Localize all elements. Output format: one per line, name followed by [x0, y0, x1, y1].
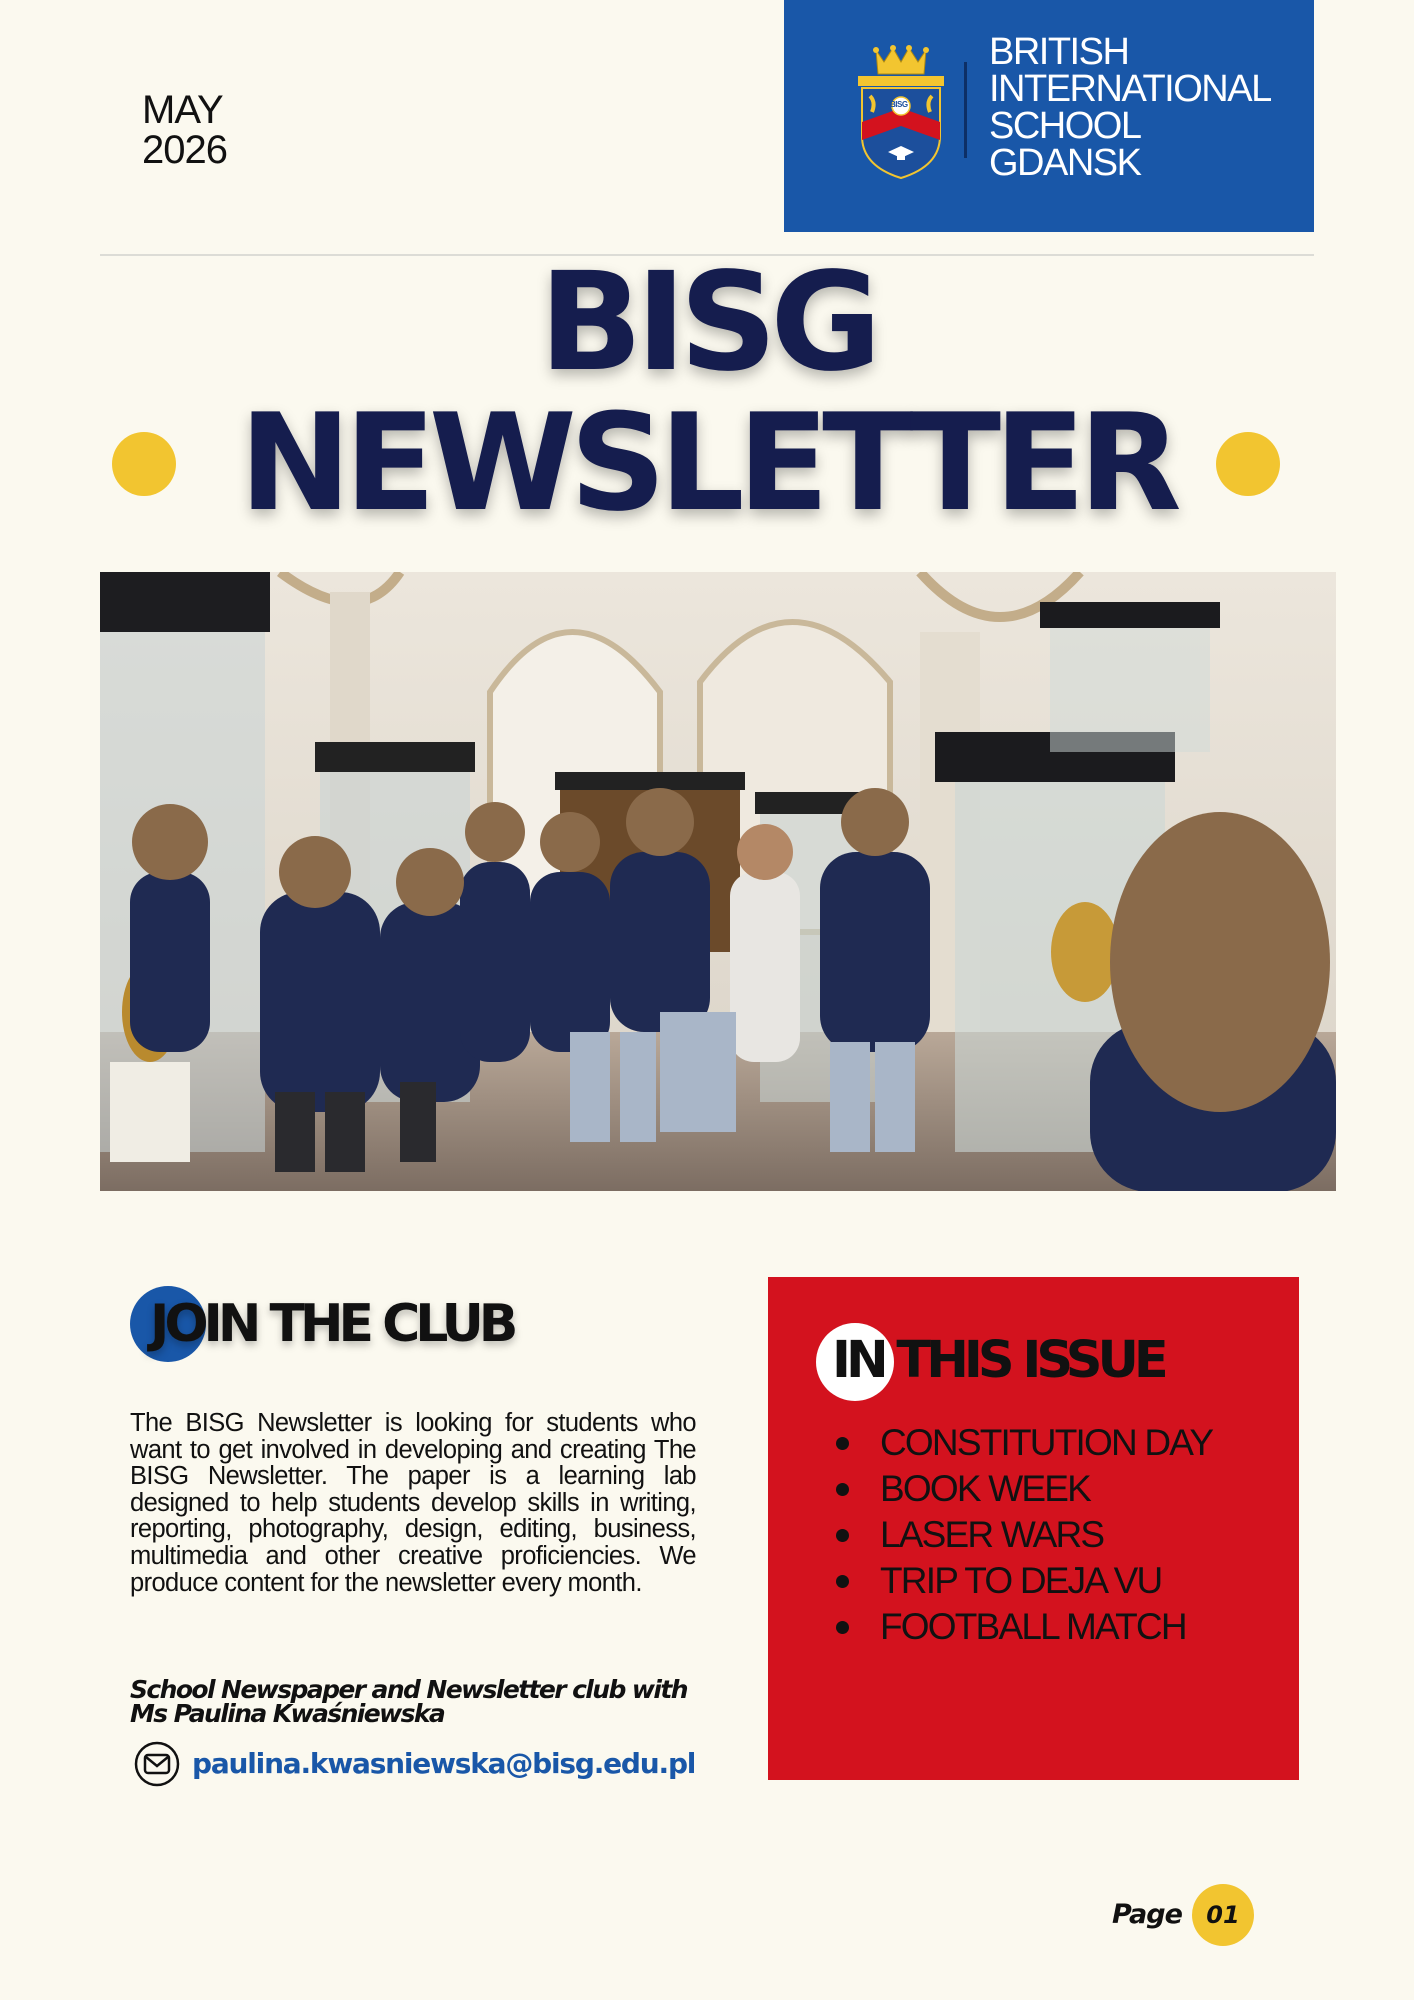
envelope-icon: [134, 1741, 180, 1787]
issue-item-label: LASER WARS: [880, 1514, 1104, 1555]
decorative-dot-right: [1216, 432, 1280, 496]
issue-item[interactable]: [820, 1466, 1212, 1512]
issue-item[interactable]: [820, 1512, 1212, 1558]
page-label: Page: [1112, 1899, 1182, 1930]
school-name-line: BRITISH: [989, 31, 1129, 73]
school-brand-block: [784, 0, 1314, 232]
brand-divider: [964, 62, 967, 158]
club-name-line: School Newspaper and Newsletter club with: [130, 1675, 687, 1704]
issue-item-label: TRIP TO DEJA VU: [880, 1560, 1162, 1601]
contact-email-link[interactable]: paulina.kwasniewska@bisg.edu.pl: [192, 1747, 696, 1780]
bullet-icon: [836, 1483, 849, 1496]
school-name: [989, 31, 1271, 184]
in-this-issue-heading: IN THIS ISSUE: [832, 1331, 1164, 1390]
bullet-icon: [836, 1437, 849, 1450]
school-name-line: INTERNATIONAL: [989, 68, 1271, 110]
bullet-icon: [836, 1575, 849, 1588]
crest-monogram: BISG: [890, 100, 908, 109]
masthead-title-line1: BISG: [539, 244, 875, 402]
club-leader: [130, 1675, 750, 1728]
issue-item-label: FOOTBALL MATCH: [880, 1606, 1186, 1647]
issue-item-label: CONSTITUTION DAY: [880, 1422, 1213, 1463]
crest-logo-icon: [852, 44, 950, 180]
school-name-line: GDANSK: [989, 142, 1141, 184]
school-name-line: SCHOOL: [989, 105, 1141, 147]
issue-item-label: BOOK WEEK: [880, 1468, 1090, 1509]
cover-photo-illustration: [100, 572, 1336, 1191]
join-club-heading: JOIN THE CLUB: [150, 1294, 514, 1354]
masthead-title-line2: NEWSLETTER: [239, 385, 1175, 541]
bullet-icon: [836, 1529, 849, 1542]
decorative-dot-left: [112, 432, 176, 496]
issue-year: 2026: [142, 128, 227, 172]
join-club-description: The BISG Newsletter is looking for students who want to get involved in developing and creating The BISG Newsletter. The paper is a learning lab designed to help students develop skills in writing, reporting, photography, design, editing, business, multimedia and other creative proficiencies. We produce content for the newsletter every month.: [130, 1409, 696, 1597]
bullet-icon: [836, 1621, 849, 1634]
issue-contents-list: [820, 1420, 1212, 1650]
issue-item[interactable]: [820, 1558, 1212, 1604]
in-this-issue-panel: [768, 1277, 1299, 1780]
issue-month: MAY: [142, 88, 223, 132]
issue-date: [142, 90, 227, 170]
club-teacher-line: Ms Paulina Kwaśniewska: [130, 1699, 445, 1728]
cover-photo: [100, 572, 1336, 1191]
issue-item[interactable]: [820, 1604, 1212, 1650]
issue-item[interactable]: [820, 1420, 1212, 1466]
page-number: 01: [1206, 1901, 1240, 1929]
